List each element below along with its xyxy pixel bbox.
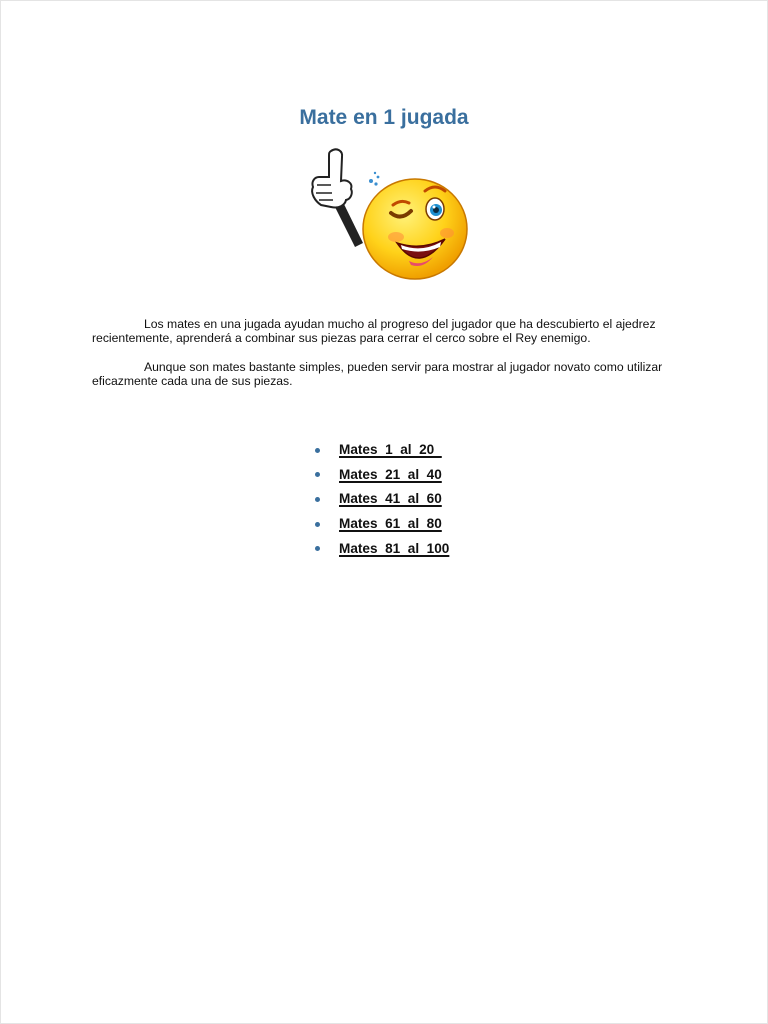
- bullet-icon: [315, 522, 320, 527]
- intro-paragraph-text: Los mates en una jugada ayudan mucho al progreso del jugador que ha descubierto el ajedrez recientemente, aprenderá a combinar sus piezas para cerrar el cerco sobre el Rey enemigo.: [92, 317, 656, 345]
- mates-link-list: [315, 438, 449, 561]
- link-mates-81-100[interactable]: Mates 81 al 100: [339, 540, 450, 556]
- list-item: [315, 438, 449, 463]
- link-mates-1-20[interactable]: Mates 1 al 20: [339, 442, 442, 458]
- list-item: [315, 487, 449, 512]
- page-title: Mate en 1 jugada: [299, 106, 469, 129]
- second-paragraph: [92, 360, 682, 388]
- list-item: [315, 463, 449, 488]
- intro-paragraph: [92, 317, 682, 345]
- second-paragraph-text: Aunque son mates bastante simples, pueden servir para mostrar al jugador novato como utilizar eficazmente cada una de sus piezas.: [92, 360, 663, 388]
- bullet-icon: [315, 497, 320, 502]
- bullet-icon: [315, 472, 320, 477]
- list-item: [315, 512, 449, 537]
- winking-smiley-pointing-finger-icon: [301, 143, 473, 283]
- link-mates-21-40[interactable]: Mates 21 al 40: [339, 466, 442, 482]
- bullet-icon: [315, 448, 320, 453]
- link-mates-41-60[interactable]: Mates 41 al 60: [339, 491, 442, 507]
- link-mates-61-80[interactable]: Mates 61 al 80: [339, 516, 442, 532]
- list-item: [315, 536, 449, 561]
- bullet-icon: [315, 546, 320, 551]
